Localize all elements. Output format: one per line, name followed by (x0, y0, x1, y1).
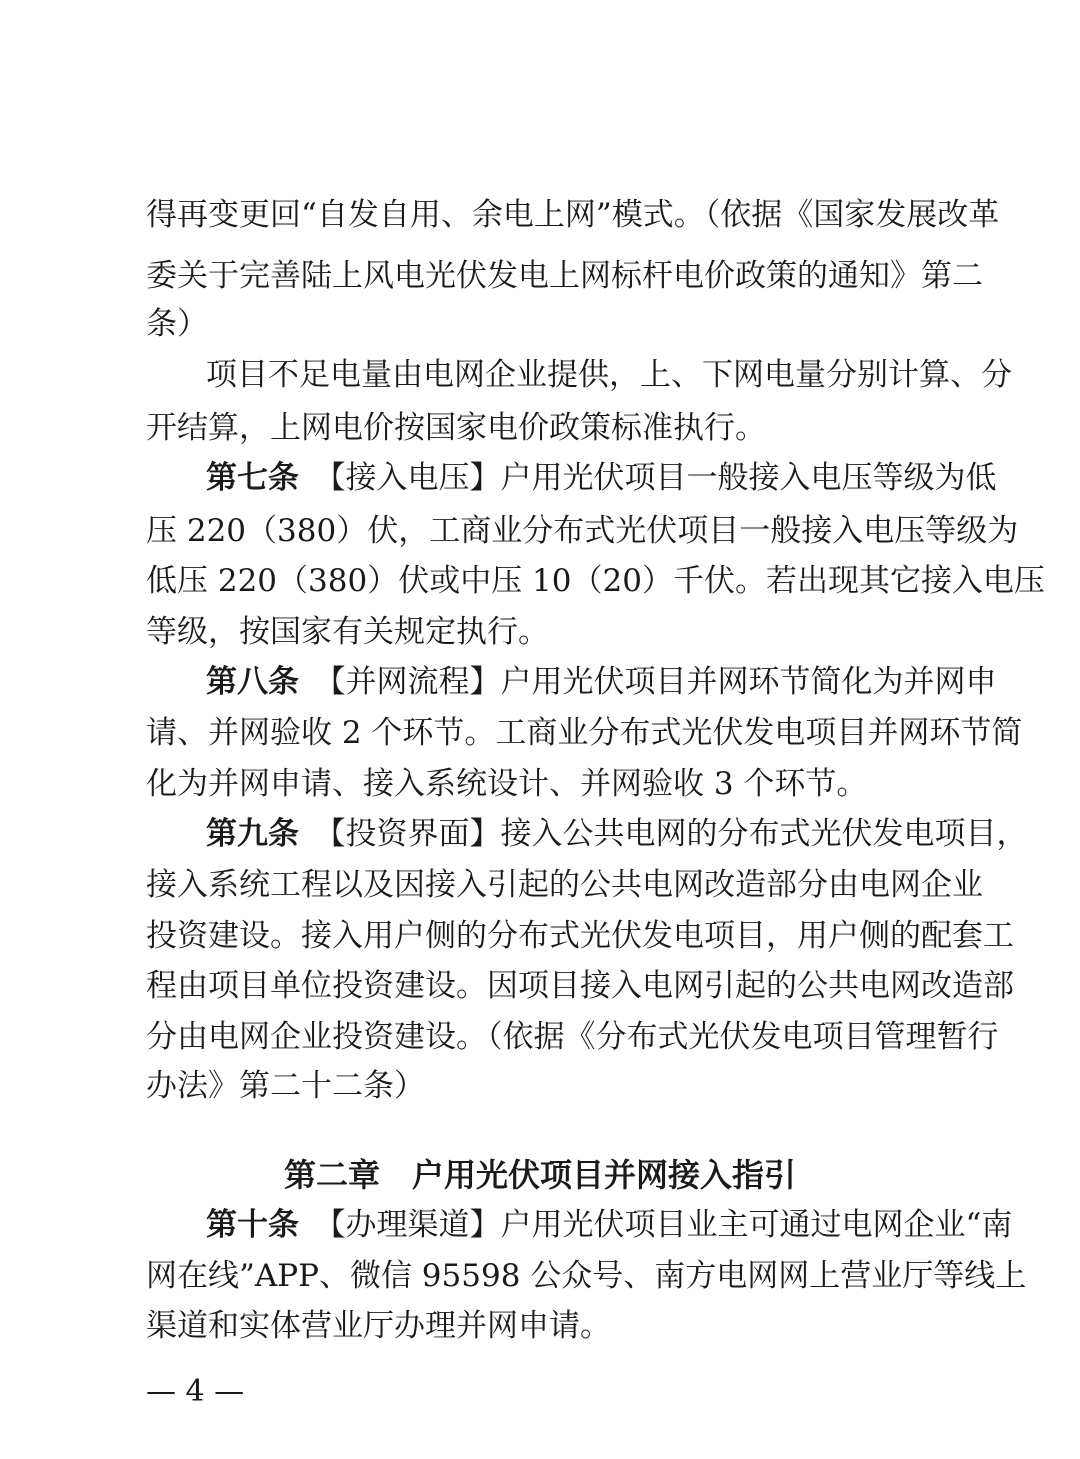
article-8-first-line (206, 662, 997, 702)
article-10-heading: 第十条 (206, 1207, 299, 1243)
article-8-heading: 第八条 (206, 664, 299, 700)
article-7-first-line (206, 458, 997, 498)
article-9-text: 【投资界面】接入公共电网的分布式光伏发电项目， (330, 816, 1028, 852)
article-7-heading: 第七条 (206, 460, 299, 496)
paragraph-line: 接入系统工程以及因接入引起的公共电网改造部分由电网企业 (146, 867, 983, 903)
article-10-text: 【办理渠道】户用光伏项目业主可通过电网企业“南 (330, 1207, 1013, 1243)
article-9-heading: 第九条 (206, 816, 299, 852)
paragraph-line: 低压 220（380）伏或中压 10（20）千伏。若出现其它接入电压 (146, 563, 1045, 599)
article-7-text: 【接入电压】户用光伏项目一般接入电压等级为低 (330, 460, 997, 496)
paragraph-line: 化为并网申请、接入系统设计、并网验收 3 个环节。 (146, 766, 868, 802)
paragraph-line: 条） (146, 306, 208, 342)
paragraph-line: 办法》第二十二条） (146, 1068, 425, 1104)
paragraph-line: 开结算，上网电价按国家电价政策标准执行。 (146, 410, 766, 446)
paragraph-line: 投资建设。接入用户侧的分布式光伏发电项目，用户侧的配套工 (146, 918, 1014, 954)
paragraph-line: 网在线”APP、微信 95598 公众号、南方电网网上营业厅等线上 (146, 1258, 1027, 1294)
chapter-title: 第二章 户用光伏项目并网接入指引 (283, 1156, 796, 1194)
paragraph-line: 渠道和实体营业厅办理并网申请。 (146, 1308, 611, 1344)
article-8-text: 【并网流程】户用光伏项目并网环节简化为并网申 (330, 664, 997, 700)
paragraph-line: 请、并网验收 2 个环节。工商业分布式光伏发电项目并网环节简 (146, 715, 1023, 751)
paragraph-line: 分由电网企业投资建设。（依据《分布式光伏发电项目管理暂行 (146, 1019, 999, 1055)
paragraph-line: 压 220（380）伏，工商业分布式光伏项目一般接入电压等级为 (146, 513, 1019, 549)
article-10-first-line (206, 1205, 1013, 1245)
paragraph-line: 程由项目单位投资建设。因项目接入电网引起的公共电网改造部 (146, 968, 1014, 1004)
page-number: — 4 — (146, 1374, 245, 1409)
paragraph-line: 得再变更回“自发自用、余电上网”模式。（依据《国家发展改革 (146, 197, 1000, 233)
paragraph-line: 项目不足电量由电网企业提供，上、下网电量分别计算、分 (206, 357, 1012, 393)
paragraph-line: 等级，按国家有关规定执行。 (146, 614, 549, 650)
paragraph-line: 委关于完善陆上风电光伏发电上网标杆电价政策的通知》第二 (146, 258, 983, 294)
article-9-first-line (206, 814, 1028, 854)
